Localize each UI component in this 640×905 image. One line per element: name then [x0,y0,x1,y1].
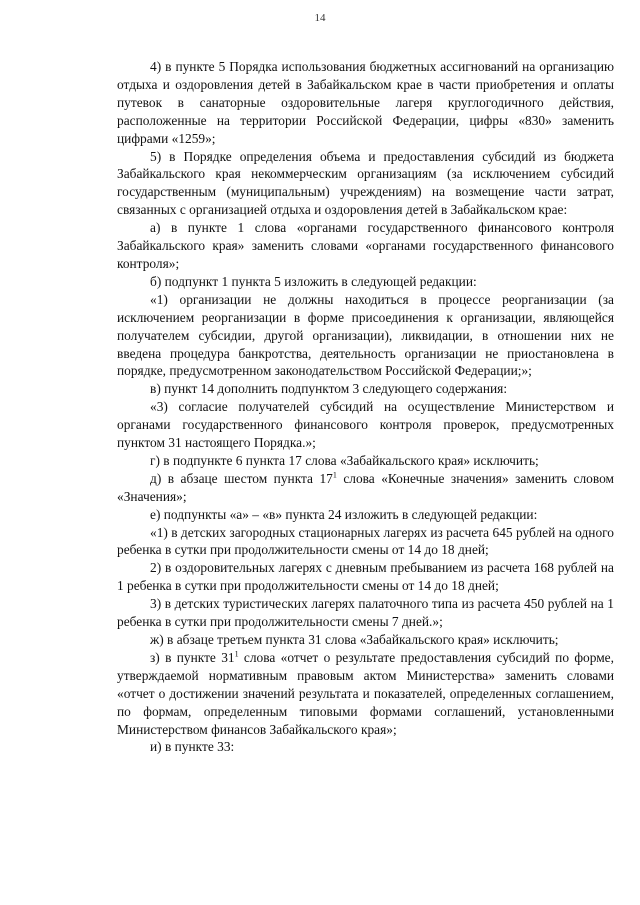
paragraph-e-1: «1) в детских загородных стационарных лагерях из расчета 645 рублей на одного ребенка в сутки при продолжительности смены от 14 до 18 дней; [117,524,614,558]
page-number: 14 [314,12,326,24]
paragraph-a: а) в пункте 1 слова «органами государственного финансового контроля Забайкальского края» заменить словами «органами государственного финансового контроля»; [117,220,614,271]
paragraph-b: б) подпункт 1 пункта 5 изложить в следующей редакции: [150,273,477,289]
paragraph-z-superscript: 1 [234,649,239,659]
paragraph-z-before: з) в пункте 31 [150,649,235,665]
paragraph-b-quote: «1) организации не должны находиться в процессе реорганизации (за исключением реорганизации в форме присоединения к организации, являющейся получателем субсидии, другой организации), ликвидации, в отношении них не введена процедура банкротства, деятельность организации не приостановлена в порядке, предусмотренном законодательством Российской Федерации;»; [117,291,614,379]
paragraph-v-quote: «3) согласие получателей субсидий на осуществление Министерством и органами государственного финансового контроля проверок, предусмотренных пунктом 31 настоящего Порядка.»; [117,399,614,451]
paragraph-d [117,470,614,506]
paragraph-z [117,649,614,739]
paragraph-g: г) в подпункте 6 пункта 17 слова «Забайкальского края» исключить; [150,452,539,468]
paragraph-i: и) в пункте 33: [150,739,235,755]
paragraph-d-superscript: 1 [332,470,337,480]
paragraph-z-after: слова «отчет о результате предоставления субсидий по форме, утверждаемой нормативным правовым актом Министерства» заменить словами «отчет о достижении значений результата и показателей, определенных соглашением, по формам, определенным типовыми формами соглашений, установленными Министерством финансов Забайкальского края»; [117,649,614,737]
paragraph-4: 4) в пункте 5 Порядка использования бюджетных ассигнований на организацию отдыха и оздоровления детей в Забайкальском крае в части приобретения и оплаты путевок в санаторные оздоровительные лагеря круглогодичного действия, расположенные на территории Российской Федерации, цифры «830» заменить цифрами «1259»; [117,59,614,146]
paragraph-e-3: 3) в детских туристических лагерях палаточного типа из расчета 450 рублей на 1 ребенка в сутки при продолжительности смены 7 дней.»; [117,596,614,630]
paragraph-e-2: 2) в оздоровительных лагерях с дневным пребыванием из расчета 168 рублей на 1 ребенка в сутки при продолжительности смены от 14 до 18 дней; [117,560,614,594]
paragraph-zh: ж) в абзаце третьем пункта 31 слова «Забайкальского края» исключить; [150,632,559,647]
document-body [117,58,614,756]
paragraph-d-after: слова «Конечные значения» заменить словом «Значения»; [117,470,614,504]
paragraph-v: в) пункт 14 дополнить подпунктом 3 следующего содержания: [150,381,508,397]
paragraph-d-before: д) в абзаце шестом пункта 17 [150,470,333,486]
paragraph-e: е) подпункты «а» – «в» пункта 24 изложить в следующей редакции: [150,506,538,522]
paragraph-5: 5) в Порядке определения объема и предоставления субсидий из бюджета Забайкальского края некоммерческим организациям (за исключением субсидий государственным (муниципальным) учреждениям) на возмещение части затрат, связанных с организацией отдыха и оздоровления детей в Забайкальском крае: [117,148,614,218]
